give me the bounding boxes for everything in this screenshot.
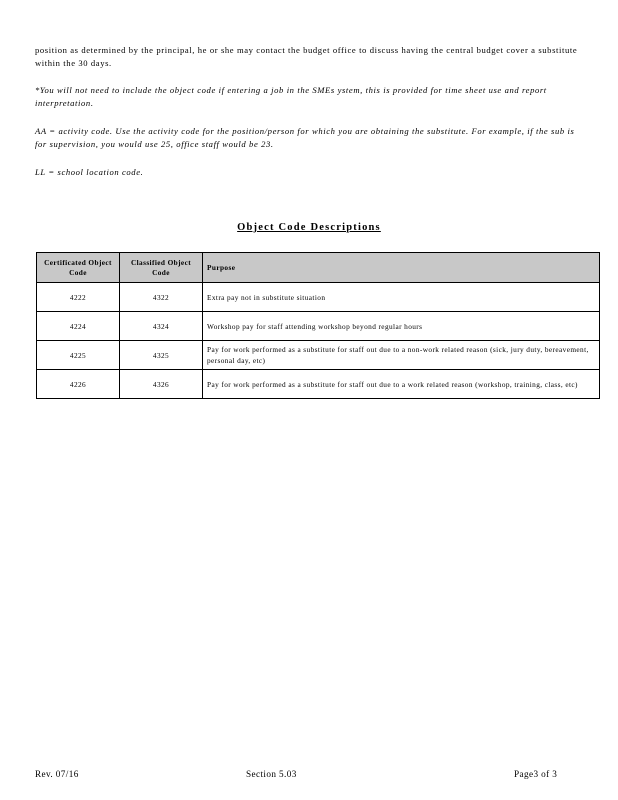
header-purpose: Purpose: [203, 253, 600, 283]
classified-code: 4325: [120, 341, 203, 370]
table-row: [37, 283, 600, 312]
header-classified: Classified Object Code: [120, 253, 203, 283]
purpose-cell: Pay for work performed as a substitute for staff out due to a non-work related reason (sick, jury duty, bereavement, personal day, etc): [203, 341, 600, 370]
footer-section: Section 5.03: [246, 769, 297, 779]
body-paragraph-budget: position as determined by the principal, he or she may contact the budget office to discuss having the central budget cover a substitute within the 30 days.: [35, 45, 578, 68]
footer-page-number: Page3 of 3: [514, 769, 558, 779]
table-header-row: [37, 253, 600, 283]
footer-revision: Rev. 07/16: [35, 769, 79, 779]
table-row: [37, 341, 600, 370]
certificated-code: 4225: [37, 341, 120, 370]
table-row: [37, 370, 600, 399]
note-location-code: LL = school location code.: [35, 167, 144, 177]
certificated-code: 4224: [37, 312, 120, 341]
classified-code: 4324: [120, 312, 203, 341]
purpose-cell: Pay for work performed as a substitute for staff out due to a work related reason (workshop, training, class, etc): [203, 370, 600, 399]
note-object-code: *You will not need to include the object code if entering a job in the SMEs ystem, this is provided for time sheet use and report interpretation.: [35, 85, 547, 108]
classified-code: 4322: [120, 283, 203, 312]
header-certificated: Certificated Object Code: [37, 253, 120, 283]
table-title: Object Code Descriptions: [237, 222, 381, 233]
purpose-cell: Extra pay not in substitute situation: [203, 283, 600, 312]
note-activity-code: AA = activity code. Use the activity code for the position/person for which you are obtaining the substitute. For example, if the sub is for supervision, you would use 25, office staff would be 23.: [35, 126, 575, 149]
certificated-code: 4226: [37, 370, 120, 399]
certificated-code: 4222: [37, 283, 120, 312]
classified-code: 4326: [120, 370, 203, 399]
table-row: [37, 312, 600, 341]
object-code-table: [36, 252, 600, 399]
purpose-cell: Workshop pay for staff attending workshop beyond regular hours: [203, 312, 600, 341]
